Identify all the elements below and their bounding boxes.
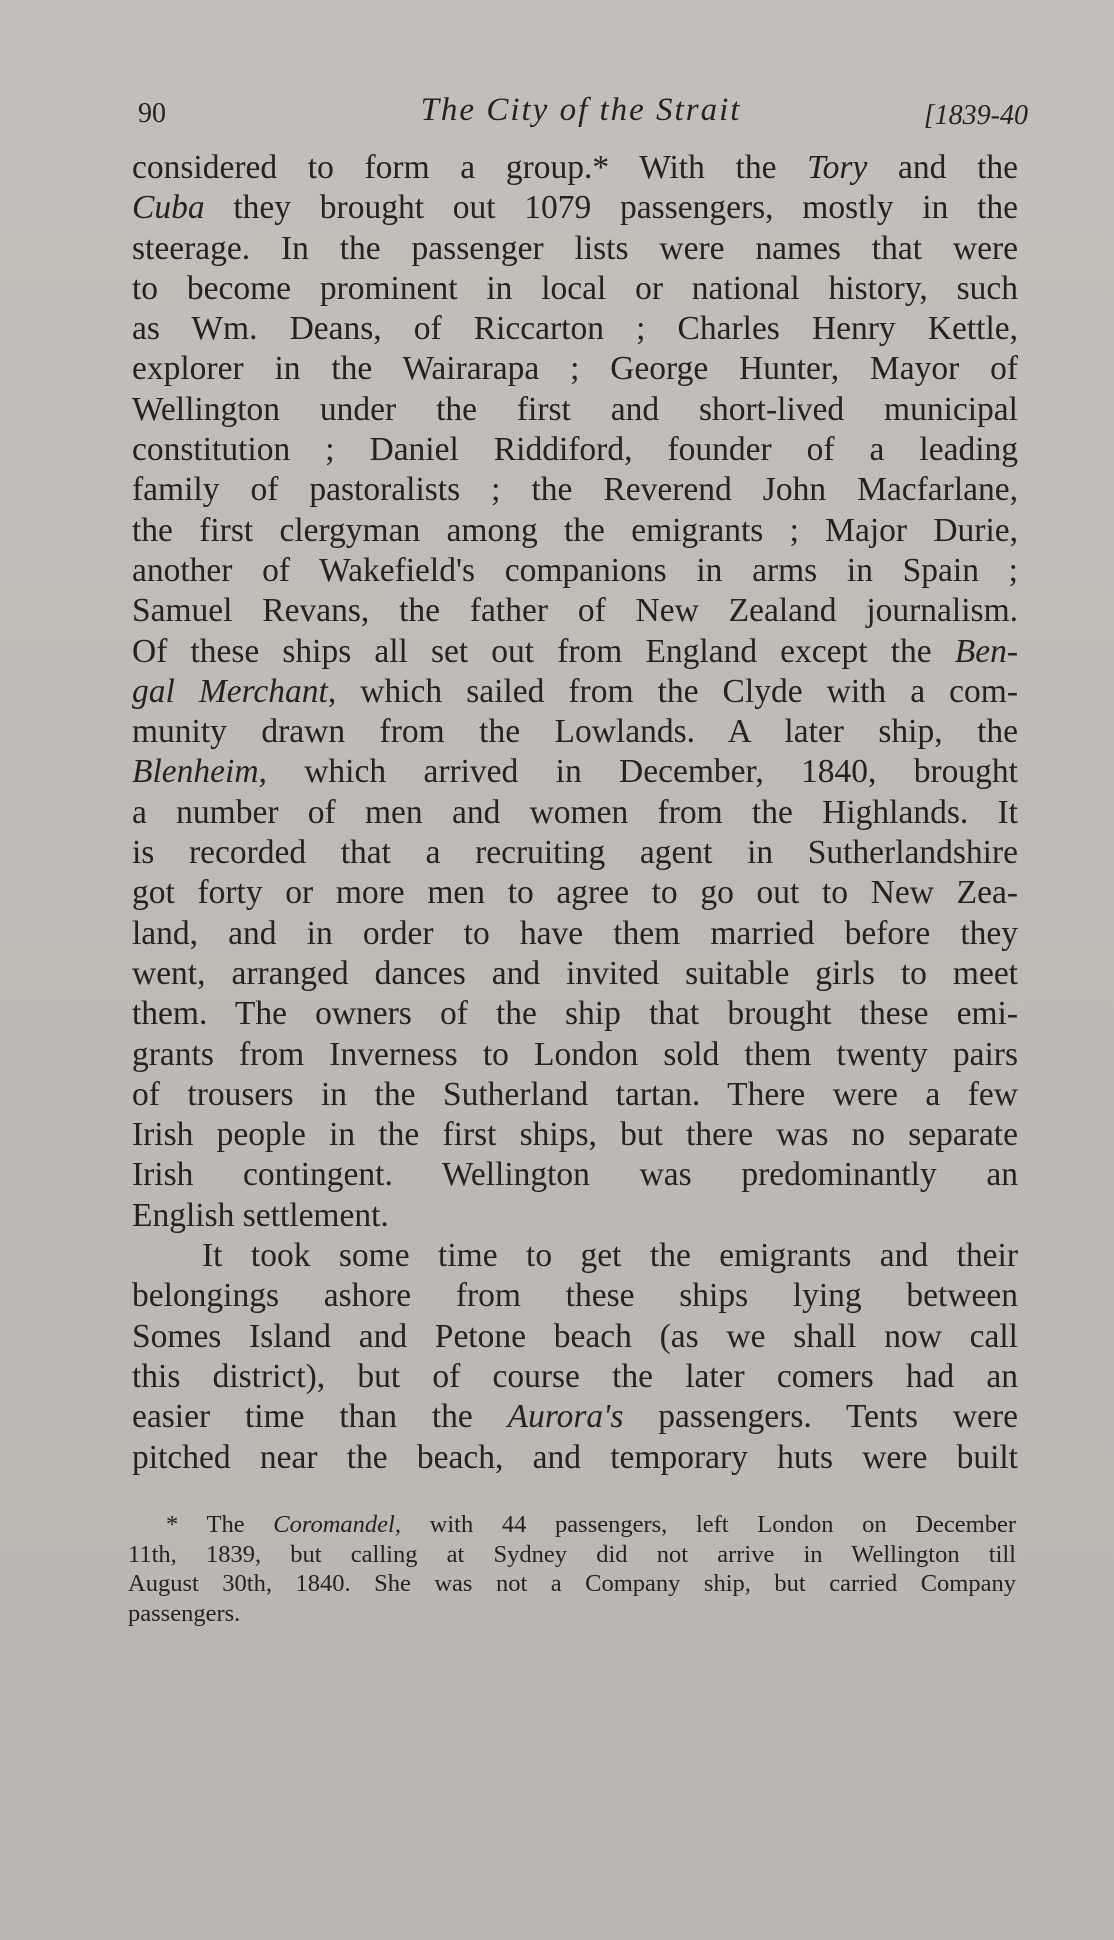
body-line: the first clergyman among the emigrants ; Major Durie, [132, 511, 1018, 549]
body-line: It took some time to get the emigrants and their [202, 1237, 1018, 1275]
footnote-line: * The Coromandel, with 44 passengers, left London on December [166, 1511, 1016, 1538]
body-line: to become prominent in local or national history, such [132, 269, 1018, 307]
body-line: steerage. In the passenger lists were names that were [132, 229, 1018, 267]
body-line: family of pastoralists ; the Reverend John Macfarlane, [132, 471, 1018, 509]
body-line: munity drawn from the Lowlands. A later ship, the [132, 713, 1018, 751]
body-line: explorer in the Wairarapa ; George Hunter, Mayor of [132, 350, 1018, 388]
footnote [128, 1510, 1016, 1628]
body-text [132, 148, 1018, 1478]
body-line: English settlement. [132, 1196, 389, 1234]
body-line: Of these ships all set out from England except the Ben- [132, 632, 1018, 670]
body-line: this district), but of course the later comers had an [132, 1357, 1018, 1395]
body-line: Irish contingent. Wellington was predominantly an [132, 1156, 1018, 1194]
body-line: as Wm. Deans, of Riccarton ; Charles Henry Kettle, [132, 310, 1018, 348]
body-line: gal Merchant, which sailed from the Clyde with a com- [132, 672, 1018, 710]
body-line: considered to form a group.* With the Tory and the [132, 149, 1018, 186]
body-line: constitution ; Daniel Riddiford, founder of a leading [132, 431, 1018, 469]
body-line: is recorded that a recruiting agent in Sutherlandshire [132, 834, 1018, 872]
footnote-line: passengers. [128, 1599, 241, 1627]
body-line: Wellington under the first and short-lived municipal [132, 390, 1018, 428]
footnote-line: August 30th, 1840. She was not a Company ship, but carried Company [128, 1570, 1016, 1597]
running-head [134, 92, 1028, 142]
footnote-line: 11th, 1839, but calling at Sydney did not arrive in Wellington till [128, 1540, 1016, 1568]
running-title: The City of the Strait [420, 92, 742, 128]
body-line: went, arranged dances and invited suitable girls to meet [132, 954, 1018, 992]
body-line: Irish people in the first ships, but there was no separate [132, 1116, 1018, 1154]
body-line: them. The owners of the ship that brought these emi- [132, 995, 1018, 1033]
page-number: 90 [138, 98, 166, 129]
body-line: Blenheim, which arrived in December, 1840, brought [132, 753, 1018, 791]
body-line: got forty or more men to agree to go out to New Zea- [132, 874, 1018, 912]
body-line: a number of men and women from the Highlands. It [132, 793, 1018, 831]
body-line: land, and in order to have them married before they [132, 914, 1018, 952]
date-range: [1839-40 [923, 100, 1028, 131]
body-line: pitched near the beach, and temporary huts were built [132, 1438, 1018, 1476]
body-line: Somes Island and Petone beach (as we shall now call [132, 1317, 1018, 1355]
body-line: easier time than the Aurora's passengers. Tents were [132, 1398, 1018, 1436]
body-line: of trousers in the Sutherland tartan. There were a few [132, 1075, 1018, 1113]
body-line: belongings ashore from these ships lying between [132, 1277, 1018, 1315]
body-line: another of Wakefield's companions in arms in Spain ; [132, 551, 1018, 589]
body-line: Cuba they brought out 1079 passengers, mostly in the [132, 189, 1018, 227]
body-line: Samuel Revans, the father of New Zealand journalism. [132, 592, 1018, 630]
body-line: grants from Inverness to London sold them twenty pairs [132, 1035, 1018, 1073]
